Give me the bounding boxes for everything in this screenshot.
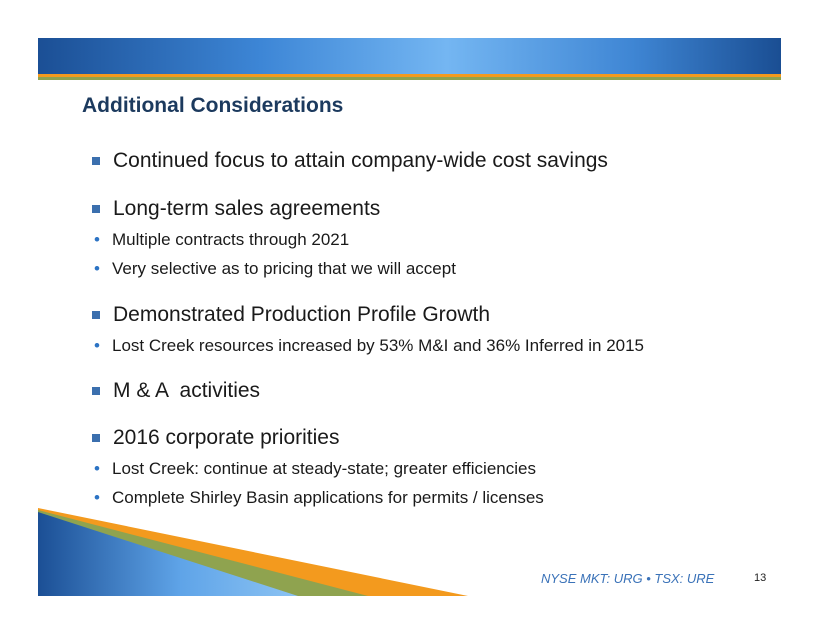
sub-bullet-item [92, 229, 752, 251]
header-band [38, 38, 781, 74]
sub-list [92, 335, 752, 357]
sub-bullet-text: Lost Creek: continue at steady-state; greater efficiencies [112, 459, 536, 478]
bullet-text: Continued focus to attain company-wide cost savings [113, 149, 608, 172]
bullet-item [92, 196, 752, 222]
bullet-text: 2016 corporate priorities [113, 426, 340, 449]
bullet-item [92, 302, 752, 328]
square-bullet-icon [92, 387, 100, 395]
square-bullet-icon [92, 205, 100, 213]
square-bullet-icon [92, 157, 100, 165]
round-bullet-icon: • [94, 230, 100, 249]
slide-title: Additional Considerations [82, 94, 344, 117]
sub-bullet-item [92, 258, 752, 280]
square-bullet-icon [92, 311, 100, 319]
page-number: 13 [754, 572, 767, 584]
sub-bullet-text: Complete Shirley Basin applications for permits / licenses [112, 488, 544, 507]
bullet-text: Long-term sales agreements [113, 197, 381, 220]
sub-bullet-item [92, 487, 752, 509]
sub-list [92, 229, 752, 280]
sub-bullet-text: Lost Creek resources increased by 53% M&I and 36% Inferred in 2015 [112, 336, 645, 355]
bullet-item [92, 378, 752, 404]
sub-bullet-text: Very selective as to pricing that we will accept [112, 259, 456, 278]
bullet-list [92, 148, 752, 509]
sub-list [92, 458, 752, 509]
bullet-item [92, 148, 752, 174]
round-bullet-icon: • [94, 336, 100, 355]
bullet-text: M & A activities [113, 379, 261, 402]
footer-swoosh-graphic [38, 508, 478, 598]
sub-bullet-item [92, 458, 752, 480]
bullet-text: Demonstrated Production Profile Growth [113, 303, 491, 326]
round-bullet-icon: • [94, 259, 100, 278]
round-bullet-icon: • [94, 459, 100, 478]
sub-bullet-text: Multiple contracts through 2021 [112, 230, 350, 249]
round-bullet-icon: • [94, 488, 100, 507]
header-stripe-green [38, 77, 781, 80]
square-bullet-icon [92, 434, 100, 442]
sub-bullet-item [92, 335, 752, 357]
footer-ticker: NYSE MKT: URG • TSX: URE [541, 571, 715, 586]
bullet-item [92, 425, 752, 451]
